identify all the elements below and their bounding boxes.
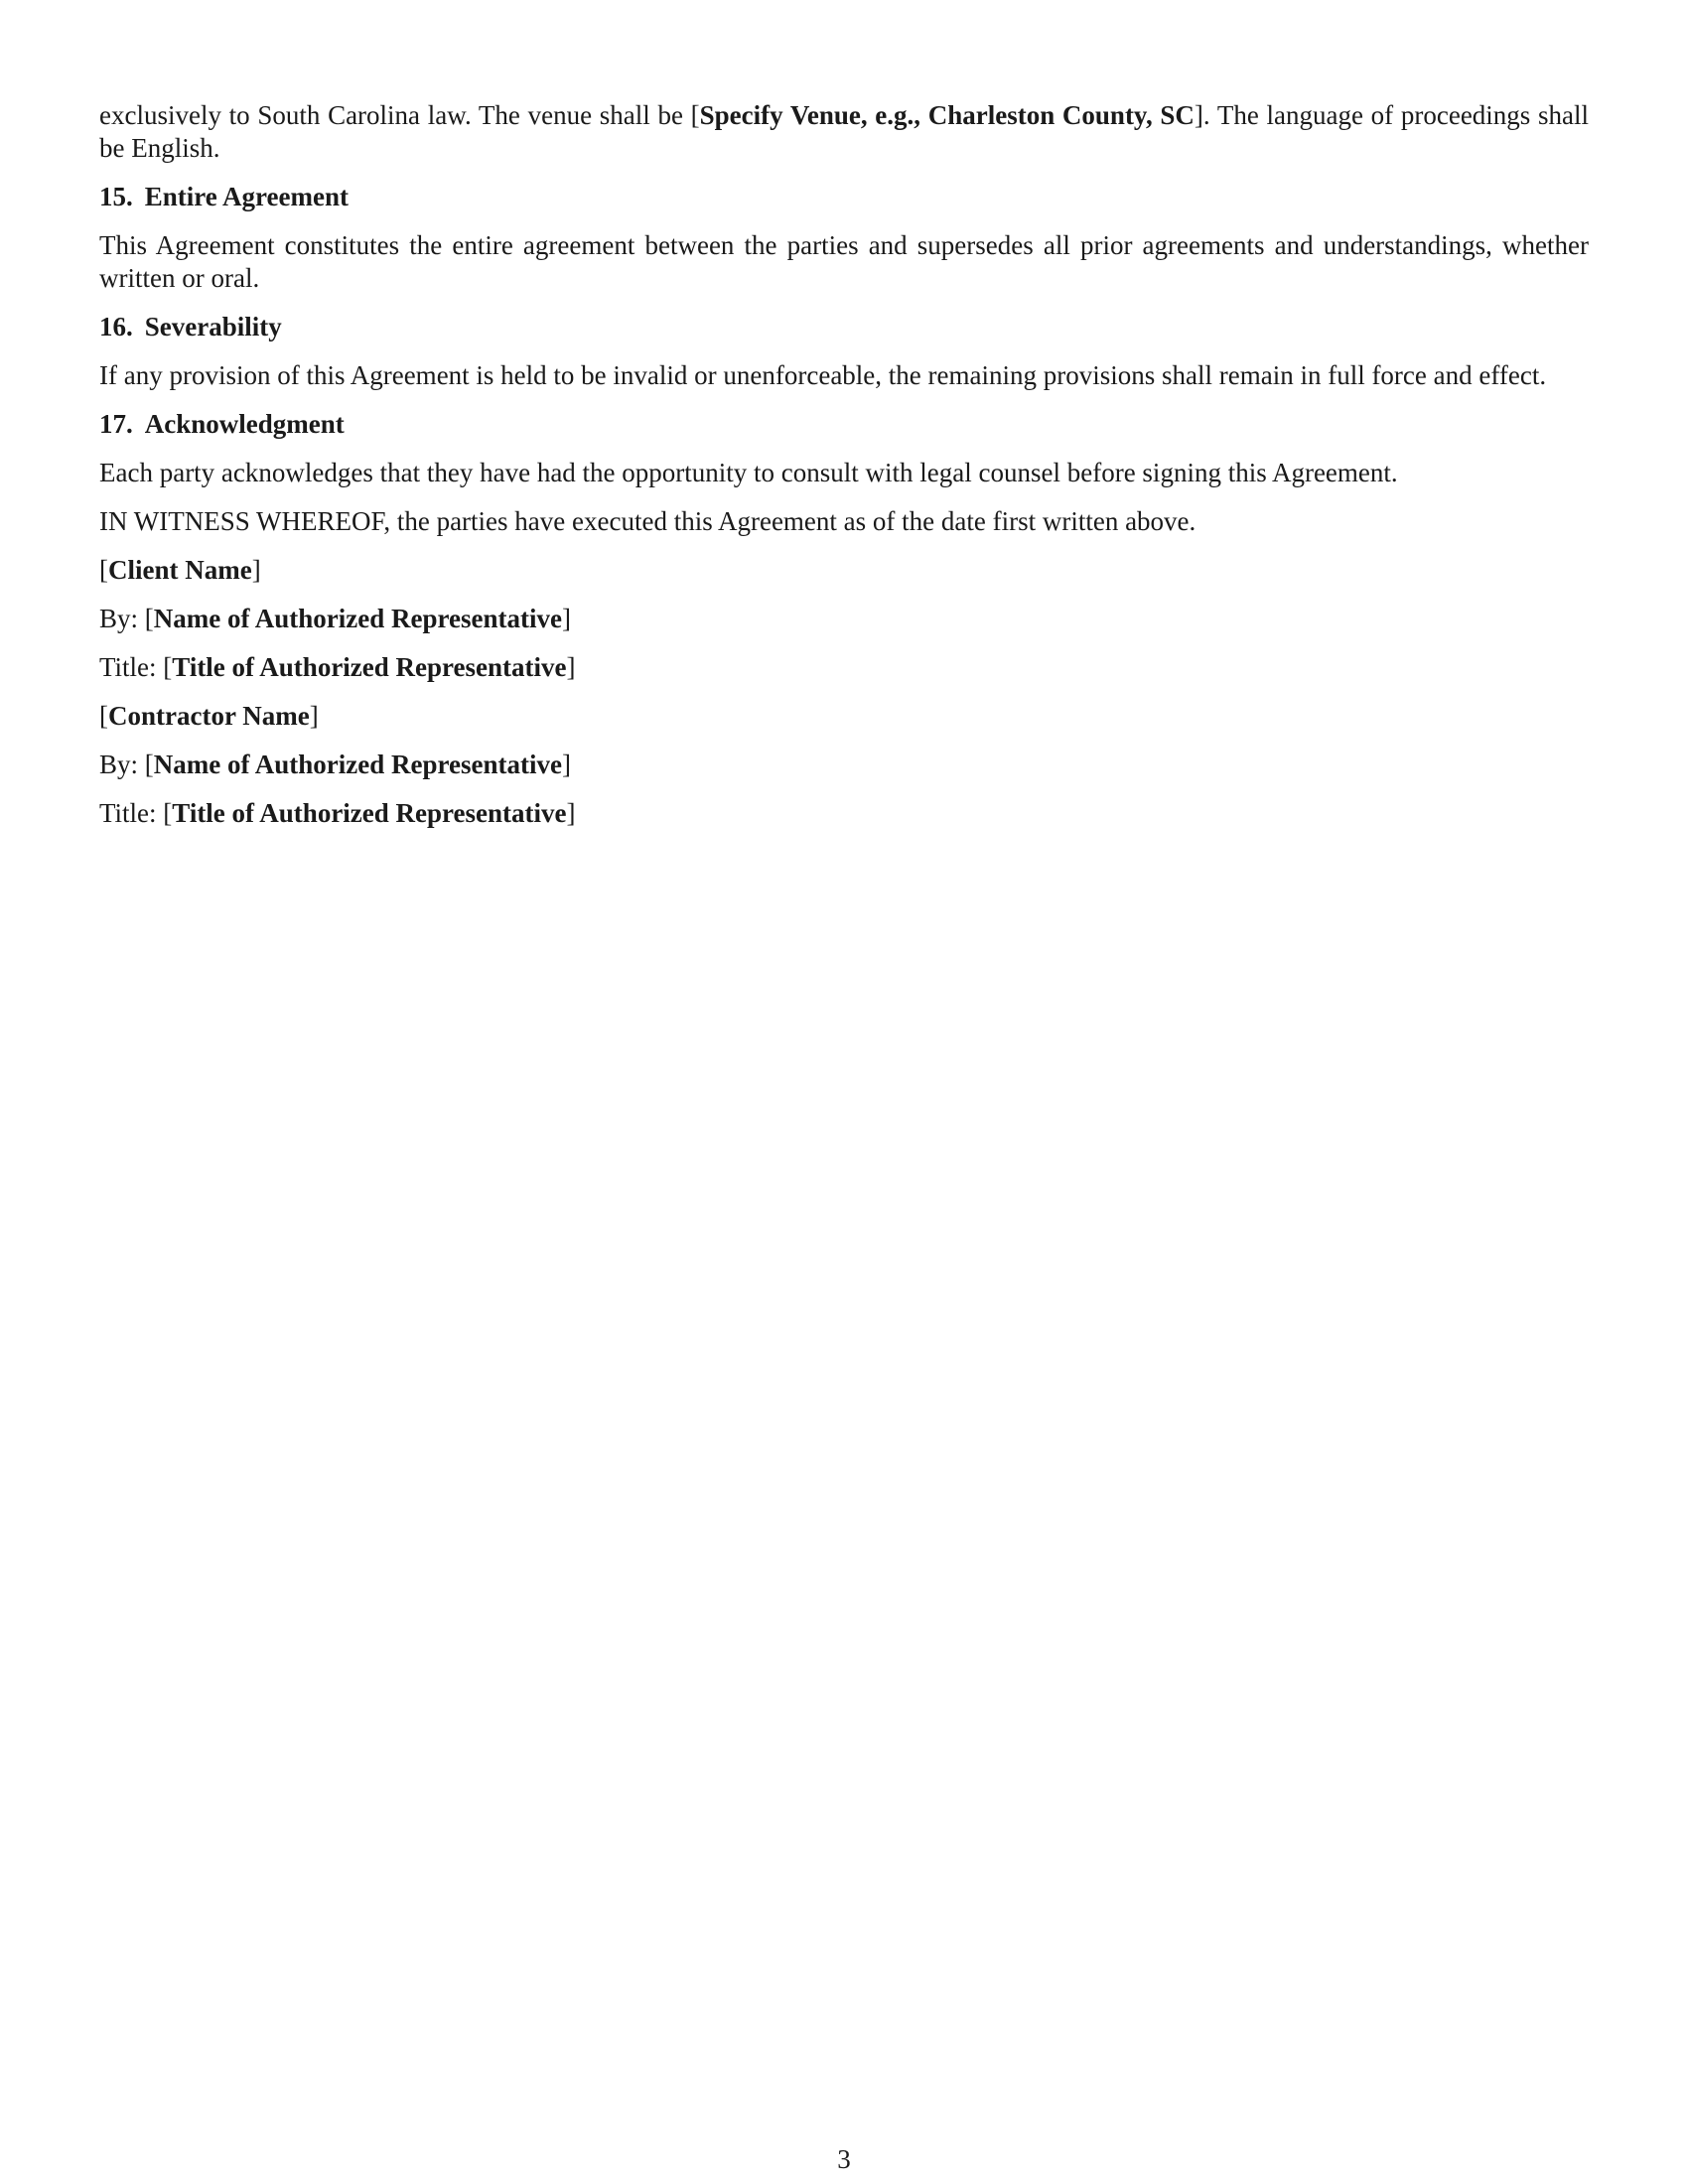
contractor-by-line: By: [Name of Authorized Representative]	[99, 750, 571, 779]
client-by-line: By: [Name of Authorized Representative]	[99, 604, 571, 633]
by-label: By:	[99, 604, 139, 633]
section-title: Severability	[144, 312, 282, 341]
document-page	[99, 99, 1589, 846]
contractor-representative-placeholder: Name of Authorized Representative	[153, 750, 562, 779]
section-heading-acknowledgment	[99, 408, 1589, 441]
section-body-entire-agreement: This Agreement constitutes the entire agreement between the parties and supersedes all prior agreements and understandings, whether written or oral.	[99, 230, 1589, 293]
witness-clause: IN WITNESS WHEREOF, the parties have executed this Agreement as of the date first written above.	[99, 506, 1196, 536]
client-title-line: Title: [Title of Authorized Representative]	[99, 652, 576, 682]
section-number: 17.	[99, 409, 133, 439]
client-name-placeholder: Client Name	[108, 555, 252, 585]
client-title-placeholder: Title of Authorized Representative	[172, 652, 567, 682]
contractor-name-placeholder: Contractor Name	[108, 701, 310, 731]
section-body-severability: If any provision of this Agreement is held to be invalid or unenforceable, the remaining provisions shall remain in full force and effect.	[99, 360, 1547, 390]
title-label: Title:	[99, 652, 157, 682]
contractor-title-line: Title: [Title of Authorized Representative]	[99, 798, 576, 828]
section-title: Entire Agreement	[144, 182, 349, 211]
section-title: Acknowledgment	[144, 409, 345, 439]
title-label: Title:	[99, 798, 157, 828]
by-label: By:	[99, 750, 139, 779]
section-heading-severability	[99, 311, 1589, 343]
section-number: 16.	[99, 312, 133, 341]
venue-placeholder: Specify Venue, e.g., Charleston County, SC	[699, 100, 1195, 130]
governing-law-continuation	[99, 99, 1589, 165]
continuation-text-before: exclusively to South Carolina law. The venue shall be [	[99, 100, 700, 130]
section-number: 15.	[99, 182, 133, 211]
page-number: 3	[837, 2144, 851, 2174]
contractor-name-line: [Contractor Name]	[99, 701, 319, 731]
section-body-acknowledgment: Each party acknowledges that they have had the opportunity to consult with legal counsel before signing this Agreement.	[99, 458, 1398, 487]
client-representative-placeholder: Name of Authorized Representative	[153, 604, 562, 633]
client-name-line: [Client Name]	[99, 555, 261, 585]
contractor-title-placeholder: Title of Authorized Representative	[172, 798, 567, 828]
continuation-text-after: ]. The language of proceedings shall be English.	[99, 100, 1590, 163]
section-heading-entire-agreement	[99, 181, 1589, 213]
